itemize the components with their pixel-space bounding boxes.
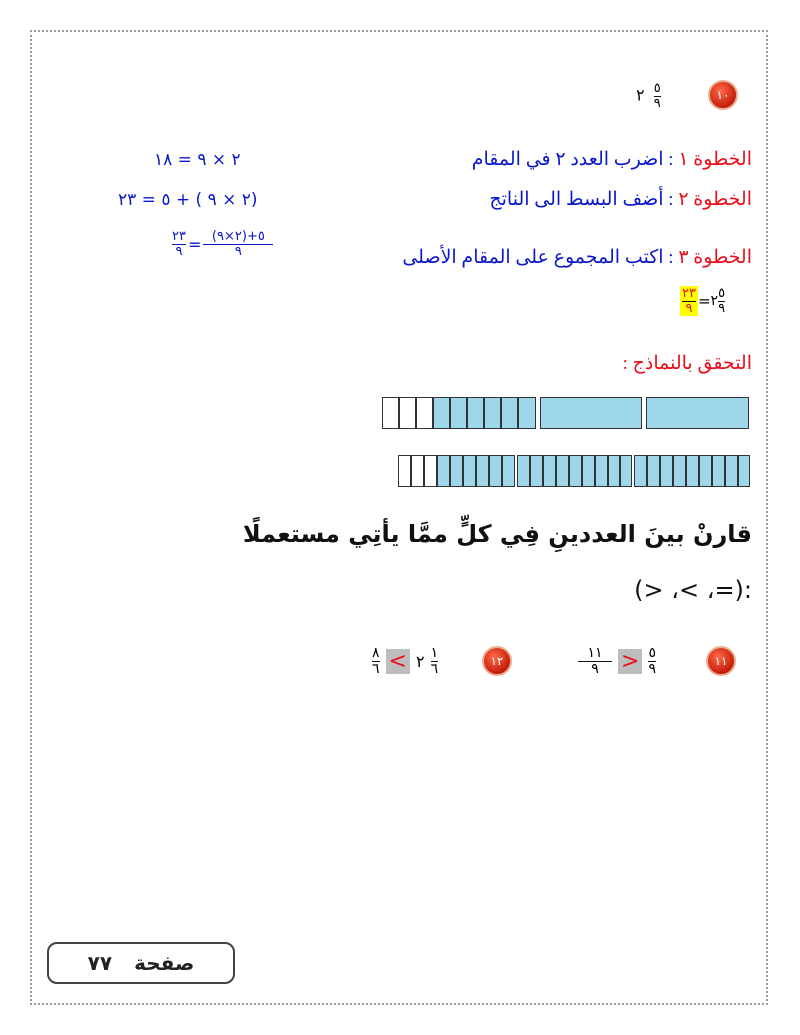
step-1-math: ٢ × ٩ = ١٨	[154, 150, 241, 170]
step-3-label: الخطوة ٣	[678, 247, 752, 268]
result-answer-num: ٢٣	[682, 286, 696, 301]
p11-left-num: ٥	[648, 645, 656, 661]
compare-instructions: قارنْ بينَ العددينِ فِي كلٍّ ممَّا يأتِي مستعملًا	[242, 520, 752, 548]
p12-left-num: ١	[430, 645, 439, 661]
page-number: ٧٧	[87, 951, 113, 975]
result-equation	[680, 286, 725, 316]
model-1-filled-part	[518, 397, 536, 429]
model-1-filled-part	[484, 397, 501, 429]
step-3-result-num: ٢٣	[172, 229, 186, 244]
model-2-filled-part	[489, 455, 502, 487]
page-number-box	[47, 942, 235, 984]
result-den: ٩	[718, 300, 726, 316]
step-3-math: $\frac{٢٣}{٩}$ = $\frac{(٢\times ٩)+٥}{٩}$	[172, 230, 273, 258]
model-1-empty-part	[399, 397, 416, 429]
mixed-numerator: ٥	[653, 81, 661, 96]
problem-12-expression	[372, 646, 438, 676]
step-1	[472, 148, 752, 171]
result-equals: =	[697, 292, 711, 311]
step-2-text: : أضف البسط الى الناتج	[489, 189, 679, 210]
step-1-text: : اضرب العدد ٢ في المقام	[471, 149, 679, 170]
p11-left-den: ٩	[648, 660, 656, 677]
p12-compare-sign: <	[386, 649, 410, 674]
compare-symbols: :(=، >، <)	[634, 576, 752, 604]
p11-right-num: ١١	[587, 645, 603, 661]
problem-10-badge: ١٠	[708, 80, 738, 110]
model-1-whole-bar	[540, 397, 642, 429]
p12-left-den: ٦	[430, 660, 439, 677]
mixed-denominator: ٩	[653, 95, 661, 111]
mixed-whole: ٢	[636, 85, 645, 105]
check-with-models-title: التحقق بالنماذج :	[622, 353, 752, 374]
problem-11-expression	[578, 646, 656, 676]
p11-compare-sign: >	[618, 649, 642, 674]
model-row-2	[398, 455, 750, 489]
mixed-number-2-5-9	[636, 82, 661, 110]
step-2	[489, 188, 752, 211]
model-1-filled-part	[433, 397, 450, 429]
problem-12-badge: ١٢	[482, 646, 512, 676]
step-3-text: : اكتب المجموع على المقام الأصلى	[402, 247, 679, 268]
result-num: ٥	[718, 286, 726, 301]
problem-11-badge: ١١	[706, 646, 736, 676]
step-3-expr-num: (٢×٩)+٥	[211, 229, 265, 244]
model-1-empty-part	[382, 397, 399, 429]
result-answer-den: ٩	[685, 300, 693, 316]
model-2-whole-bar	[517, 455, 632, 487]
model-row-1	[382, 397, 750, 431]
model-2-filled-part	[502, 455, 515, 487]
result-whole: ٢	[710, 293, 719, 310]
model-1-whole-bar	[646, 397, 749, 429]
model-1-filled-part	[450, 397, 467, 429]
model-2-whole-bar	[634, 455, 750, 487]
model-2-filled-part	[463, 455, 476, 487]
model-1-empty-part	[416, 397, 433, 429]
p12-right-num: ٨	[372, 645, 380, 661]
step-1-label: الخطوة ١	[678, 149, 752, 170]
step-2-label: الخطوة ٢	[678, 189, 752, 210]
step-3	[402, 246, 752, 269]
p11-right-den: ٩	[591, 660, 599, 677]
step-2-math: (٢ × ٩ ) + ٥ = ٢٣	[118, 190, 258, 210]
model-2-filled-part	[476, 455, 489, 487]
page-label: صفحة	[134, 951, 195, 975]
step-3-expr-den: ٩	[234, 243, 242, 259]
model-1-filled-part	[501, 397, 518, 429]
step-3-result-den: ٩	[175, 243, 183, 259]
model-1-filled-part	[467, 397, 484, 429]
model-2-empty-part	[424, 455, 437, 487]
model-2-filled-part	[450, 455, 463, 487]
model-2-filled-part	[437, 455, 450, 487]
model-2-empty-part	[398, 455, 411, 487]
p12-right-den: ٦	[372, 660, 380, 677]
page-border	[30, 30, 768, 1005]
p12-whole: ٢	[415, 651, 425, 671]
model-2-empty-part	[411, 455, 424, 487]
